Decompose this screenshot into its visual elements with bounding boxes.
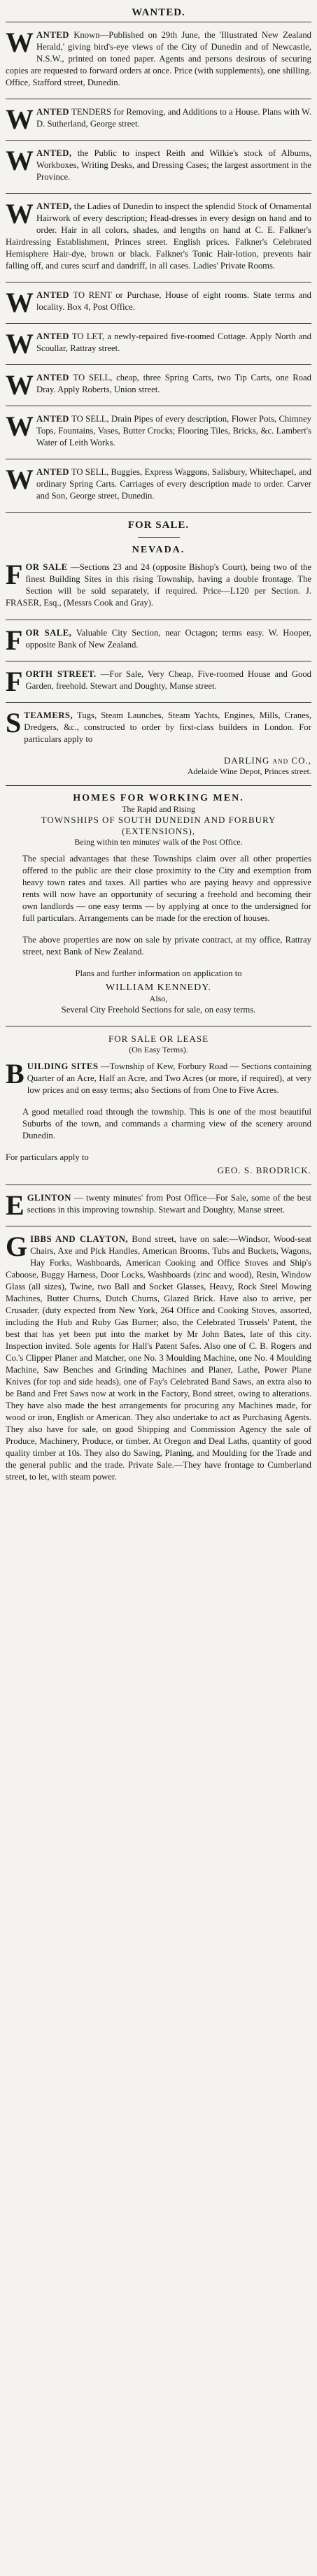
classified-ad [6, 198, 311, 272]
for-sale-heading: FOR SALE. [127, 520, 190, 531]
drop-cap: W [6, 145, 34, 177]
eglinton-ad [6, 1189, 312, 1221]
ad-lead: ANTED [36, 331, 69, 342]
ad-lead: GLINTON [27, 1192, 71, 1203]
homes-townships: TOWNSHIPS OF SOUTH DUNEDIN AND FORBURY (EXTENSIONS), [41, 814, 276, 836]
divider [6, 512, 311, 513]
ad-lead: ANTED [36, 414, 69, 424]
ad-text: TO RENT or Purchase, House of eight rooms. State terms and locality. Box 4, Post Office. [36, 290, 311, 313]
gibbs-ad [6, 1230, 311, 1483]
brodrick-name: GEO. S. BRODRICK. [217, 1164, 311, 1175]
drop-cap: W [6, 287, 34, 319]
classified-ad [6, 561, 311, 609]
nevada-heading: NEVADA. [132, 545, 185, 556]
darling-name: DARLING and CO., [223, 754, 311, 766]
ad-lead: ANTED [36, 107, 69, 117]
ad-text: —Sections 23 and 24 (opposite Bishop's Court), being two of the finest Building Sites in this rising Township, having a double frontage. The Section will be sold separately, if required. Price—L120 per Section. J. FRASER, Esq., (Messrs Cook and Gray). [6, 562, 312, 608]
drop-cap: W [6, 198, 34, 230]
classified-ad [6, 706, 311, 745]
classified-ad [6, 624, 311, 656]
drop-cap: F [6, 624, 23, 656]
classified-ad [6, 328, 311, 360]
classified-ad [6, 287, 311, 319]
ad-text: —Township of Kew, Forbury Road — Sections containing Quarter of an Acre, Half an Acre, and Two Acres (or more, if required), at very low prices and on easy terms; also Sections of from One to Five Acres. [27, 1061, 312, 1095]
homes-location: Being within ten minutes' walk of the Post Office. [74, 836, 243, 847]
drop-cap: W [6, 27, 34, 58]
drop-cap: E [6, 1189, 24, 1221]
ad-text: Tugs, Steam Launches, Steam Yachts, Engines, Mills, Cranes, Dredgers, &c., constructed to order by first-class builders in London. For particulars apply to [24, 710, 311, 744]
ad-text: Valuable City Section, near Octagon; terms easy. W. Hooper, opposite Bank of New Zealand. [25, 627, 311, 650]
ad-lead: TEAMERS, [24, 710, 73, 720]
lease-ads [6, 1057, 312, 1096]
divider [6, 364, 311, 365]
divider [6, 323, 311, 324]
divider [6, 140, 311, 141]
classified-ad [6, 410, 311, 449]
ad-text: TENDERS for Removing, and Additions to a House. Plans with W. D. Sutherland, George street. [36, 107, 311, 129]
ad-text: TO SELL, Buggies, Express Waggons, Salisbury, Whitechapel, and ordinary Spring Carts. Carriages of every description made to order. Carver and Son, George street, Dunedin. [36, 467, 311, 501]
ad-text: TO LET, a newly-repaired five-roomed Cottage. Apply North and Scoullar, Rattray street. [36, 331, 311, 354]
drop-cap: W [6, 464, 34, 496]
homes-also: Also, [149, 993, 168, 1003]
homes-subheading: The Rapid and Rising [122, 803, 195, 814]
ad-lead: ANTED [36, 290, 69, 301]
homes-paragraph: Plans and further information on application to [75, 968, 242, 978]
wanted-heading: WANTED. [132, 7, 185, 18]
ad-text: TO SELL, Drain Pipes of every description, Flower Pots, Chimney Tops, Fountains, Vases, Butter Crocks; Flooring Tiles, Bricks, &c. Lambert's Water of Leith Works. [36, 414, 311, 448]
drop-cap: G [6, 1230, 28, 1262]
lease-paragraph: A good metalled road through the township. This is one of the most beautiful Suburbs of the town, and commands a charming view of the scenery around Dunedin. [22, 1106, 311, 1140]
ad-text: Known—Published on 29th June, the 'Illustrated New Zealand Herald,' giving bird's-eye views of the City of Dunedin and of Newcastle, N.S.W., printed on toned paper. Agents and persons desirous of securing copies are requested to forward orders at once. Price (with supplements), one shilling. Office, Stafford street, Dunedin. [6, 30, 312, 88]
classified-ad [6, 665, 312, 697]
ad-lead: OR SALE, [25, 627, 72, 638]
drop-cap: W [6, 328, 34, 360]
kennedy-name: WILLIAM KENNEDY. [105, 982, 212, 993]
classified-ad [6, 29, 311, 89]
drop-cap: B [6, 1057, 24, 1089]
drop-cap: W [6, 103, 34, 136]
classified-ad [6, 1057, 312, 1096]
lease-heading: FOR SALE OR LEASE [108, 1033, 209, 1044]
ad-lead: UILDING SITES [27, 1061, 99, 1071]
lease-paragraph: For particulars apply to [6, 1152, 89, 1162]
ad-text: — twenty minutes' from Post Office—For Sale, some of the best sections in this improving township. Stewart and Doughty, Manse street. [27, 1192, 312, 1215]
classified-ad [6, 145, 311, 183]
classified-ad [6, 466, 311, 502]
ad-text: the Public to inspect Reith and Wilkie's stock of Albums, Workboxes, Writing Desks, and Dressing Cases; the largest assortment in the Province. [36, 148, 311, 183]
darling-address: Adelaide Wine Depot, Princes street. [187, 766, 311, 776]
drop-cap: W [6, 369, 34, 401]
homes-paragraph: The special advantages that these Townships claim over all other properties offered to the public are their close proximity to the City and exemption from heavy town rates and taxes. All parties who are paying heavy and oppressive rents will now have an opportunity of securing a freehold and becoming their own landlords — one easy terms — by applying at once to the undersigned for full particulars. Arrangements can be made for the erection of houses. [22, 853, 311, 923]
drop-cap: S [6, 706, 22, 738]
lease-subheading: (On Easy Terms). [129, 1044, 188, 1054]
wanted-ads [6, 29, 311, 502]
ad-text: the Ladies of Dunedin to inspect the splendid Stock of Ornamental Hairwork of every description; Head-dresses in every design on hand and to order. Hair in all colors, shades, and lengths on hand at C. E. Falkner's Hairdressing Establishment, Princes street. English prices. Falkner's Celebrated Hemisphere Hair-dye, brown or black. Falkner's Tonic Hair-lotion, prevents hair falling off, and cures scurf and dandriff, in all cases. Ladies' Private Rooms. [6, 201, 311, 271]
ad-lead: ORTH STREET. [25, 668, 97, 679]
ad-text: Bond street, have on sale:—Windsor, Wood-seat Chairs, Axe and Pick Handles, American Brooms, Tubs and Buckets, Wagons, Hay Forks, Washboards, American Cooking and Office Stoves and Ship's Caboose, Buggy Harness, Door Locks, Washboards (zinc and wood), Resin, Window Glass (all sizes), Twine, two Ball and Socket Glasses, Heavy, Rock Steel Mowing Machines, Butter Churns, Dutch Churns, Glazed Brick. Have also to arrive, per Crusader, (duty expected from New York, 264 Office and Cooking Stoves, assorted, including the Hub and Ruby Gas Burner; also, the Celebrated Trussels' Patent, the best that has yet been put into the market by Mr John Bates, late of this city. Inspection invited. Sole agents for Hall's Patent Safes. Also one of C. B. Rogers and Co.'s Clipper Planer and Matcher, one No. 3 Moulding Machine, one No. 4 Moulding Machine, Saw Benches and Grinding Machines and Planer, Lathe, Power Plane Knives (for top and side heads), one of Fay's Celebrated Band Saws, an extra also to be Band and Fret Saws now at work in the Factory, Bond street, owing to alterations. They have also made the best arrangements for procuring any Machines made, for wood or iron, English or American. They also undertake to act as Purchasing Agents. They also have for sale, on good Shipping and Commission Agency the sale of Produce, Machinery, Produce, or timber. At Oregon and Deal Laths, quantity of good quality timber at 10s. They also do Sawing, Planing, and Moulding for the Trade and the general public and the trade. Private Sale.—They have frontage to Cumberland street, to let, with steam power. [6, 1233, 311, 1482]
ad-lead: ANTED [36, 467, 69, 478]
ad-lead: IBBS AND CLAYTON, [30, 1233, 129, 1244]
homes-heading: HOMES FOR WORKING MEN. [73, 792, 244, 803]
ad-lead: ANTED, [36, 201, 72, 212]
nevada-ads [6, 561, 311, 745]
divider [6, 702, 311, 703]
homes-paragraph: The above properties are now on sale by private contract, at my office, Rattray street, next Bank of New Zealand. [22, 934, 311, 957]
ad-lead: OR SALE [25, 562, 68, 573]
divider [6, 785, 311, 786]
ad-text: TO SELL, cheap, three Spring Carts, two Tip Carts, one Road Dray. Apply Roberts, Union street. [36, 373, 311, 395]
drop-cap: F [6, 559, 23, 591]
drop-cap: F [6, 665, 23, 697]
classified-ad [6, 369, 311, 401]
divider [138, 537, 180, 538]
ad-text: —For Sale, Very Cheap, Five-roomed House and Good Garden, freehold. Stewart and Doughty, Manse street. [25, 668, 312, 691]
drop-cap: W [6, 410, 34, 443]
ad-lead: ANTED [36, 30, 69, 40]
ad-lead: ANTED [36, 373, 69, 383]
divider [6, 193, 311, 194]
classified-ad [6, 103, 311, 136]
homes-paragraph: Several City Freehold Sections for sale, on easy terms. [61, 1004, 256, 1015]
ad-lead: ANTED, [36, 148, 72, 159]
